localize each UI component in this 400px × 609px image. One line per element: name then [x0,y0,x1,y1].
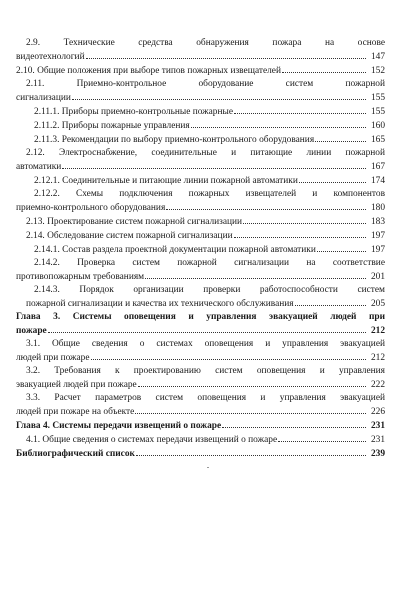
toc-entry-title: 2.14.1. Состав раздела проектной документации пожарной автоматики [34,245,316,255]
toc-page-number: 212 [370,326,385,336]
toc-leader-dots [86,50,366,59]
toc-entry [16,419,385,433]
toc-page-number: 147 [370,52,385,62]
toc-entry [16,133,385,147]
toc-leader-dots [136,447,366,456]
toc-entry-title: приемно-контрольного оборудования [16,203,166,213]
toc-leader-dots [145,270,366,279]
toc-entry-title: 3.2. Требования к проектированию систем оповещения и управления [26,366,385,376]
toc-entry-title: 2.11.2. Приборы пожарные управления [34,121,190,131]
toc-entry [16,174,385,188]
toc-page-number: 174 [370,176,385,186]
toc-page-number: 231 [370,435,385,445]
toc-page-number: 212 [370,353,385,363]
toc-page-number: 165 [370,135,385,145]
toc-leader-dots [48,324,366,333]
toc-leader-dots [317,243,366,252]
toc-entry-title: сигнализации [16,93,71,103]
toc-leader-dots [234,229,366,238]
toc-entry [16,243,385,257]
toc-entry-title: автоматики [16,162,62,172]
toc-entry [16,188,385,215]
toc-entry [16,215,385,229]
toc-entry-title: 2.13. Проектирование систем пожарной сигнализации [26,217,243,227]
toc-leader-dots [135,405,366,414]
toc-entry [16,392,385,419]
toc-page-number: 167 [370,162,385,172]
toc-leader-dots [138,378,366,387]
toc-entry-title: 2.12.1. Соединительные и питающие линии пожарной автоматики [34,176,298,186]
toc-page-number: 152 [370,66,385,76]
toc-page-number: 183 [370,217,385,227]
toc-entry [16,229,385,243]
toc-entry-title: противопожарным требованиям [16,272,145,282]
toc-page-number: 231 [370,421,385,431]
toc-entry [16,447,385,461]
toc-entry-title: 3.1. Общие сведения о системах оповещения и управления эвакуацией [26,339,385,349]
toc-entry-title: Глава 4. Системы передачи извещений о пожаре [16,421,222,431]
toc-entry-title: 2.9. Технические средства обнаружения пожара на основе [26,38,385,48]
toc-page-number: 197 [370,231,385,241]
page-mark [207,467,209,468]
toc-entry-title: 2.11. Приемно-контрольное оборудование систем пожарной [26,79,385,89]
toc-entry-title: Глава 3. Системы оповещения и управления эвакуацией людей при [16,312,385,322]
toc-entry [16,78,385,105]
toc-entry-title: 2.14. Обследование систем пожарной сигнализации [26,231,233,241]
toc-page-number: 155 [370,93,385,103]
toc-leader-dots [299,174,366,183]
toc-entry-title: 2.14.3. Порядок организации проверки работоспособности систем [34,285,385,295]
toc-entry-title: 2.14.2. Проверка систем пожарной сигнализации на соответствие [34,258,385,268]
toc-leader-dots [191,119,366,128]
toc-entry-title: 2.11.1. Приборы приемно-контрольные пожарные [34,107,233,117]
toc-page-number: 201 [370,272,385,282]
toc-leader-dots [315,133,366,142]
toc-entry [16,105,385,119]
toc-leader-dots [278,433,366,442]
toc-entry-title: людей при пожаре на объекте [16,407,135,417]
toc-entry-title: пожарной сигнализации и качества их технического обслуживания [26,299,294,309]
toc-page-number: 180 [370,203,385,213]
toc-entry [16,311,385,338]
toc-entry [16,338,385,365]
toc-entry-title: видеотехнологий [16,52,85,62]
toc-entry-title: Библиографический список [16,449,135,459]
toc-leader-dots [295,297,366,306]
toc-leader-dots [72,91,366,100]
toc-entry-title: 2.11.3. Рекомендации по выбору приемно-контрольного оборудования [34,135,315,145]
toc-leader-dots [166,201,366,210]
toc-entry-title: 3.3. Расчет параметров систем оповещения и управления эвакуацией [26,393,385,403]
toc-entry [16,365,385,392]
toc-entry [16,433,385,447]
toc-entry [16,147,385,174]
toc-leader-dots [91,351,366,360]
toc-leader-dots [243,215,366,224]
toc-entry-title: 2.12.2. Схемы подключения пожарных извещателей и компонентов [34,189,385,199]
toc-page-number: 222 [370,380,385,390]
toc-page-number: 226 [370,407,385,417]
toc-entry [16,119,385,133]
toc-leader-dots [62,160,366,169]
toc-entry-title: эвакуацией людей при пожаре [16,380,137,390]
toc-page-number: 197 [370,245,385,255]
toc-leader-dots [222,419,366,428]
toc-page-number: 239 [370,449,385,459]
toc-entry-title: пожаре [16,326,47,336]
toc-entry-title: 4.1. Общие сведения о системах передачи извещений о пожаре [26,435,278,445]
toc-page-number: 155 [370,107,385,117]
toc-page-number: 160 [370,121,385,131]
table-of-contents [16,37,385,461]
toc-leader-dots [234,105,366,114]
toc-page-number: 205 [370,299,385,309]
toc-entry [16,37,385,64]
toc-entry [16,64,385,78]
toc-entry [16,284,385,311]
toc-leader-dots [282,64,366,73]
toc-entry-title: людей при пожаре [16,353,90,363]
toc-entry [16,257,385,284]
toc-entry-title: 2.10. Общие положения при выборе типов пожарных извещателей [16,66,281,76]
toc-entry-title: 2.12. Электроснабжение, соединительные и питающие линии пожарной [26,148,385,158]
